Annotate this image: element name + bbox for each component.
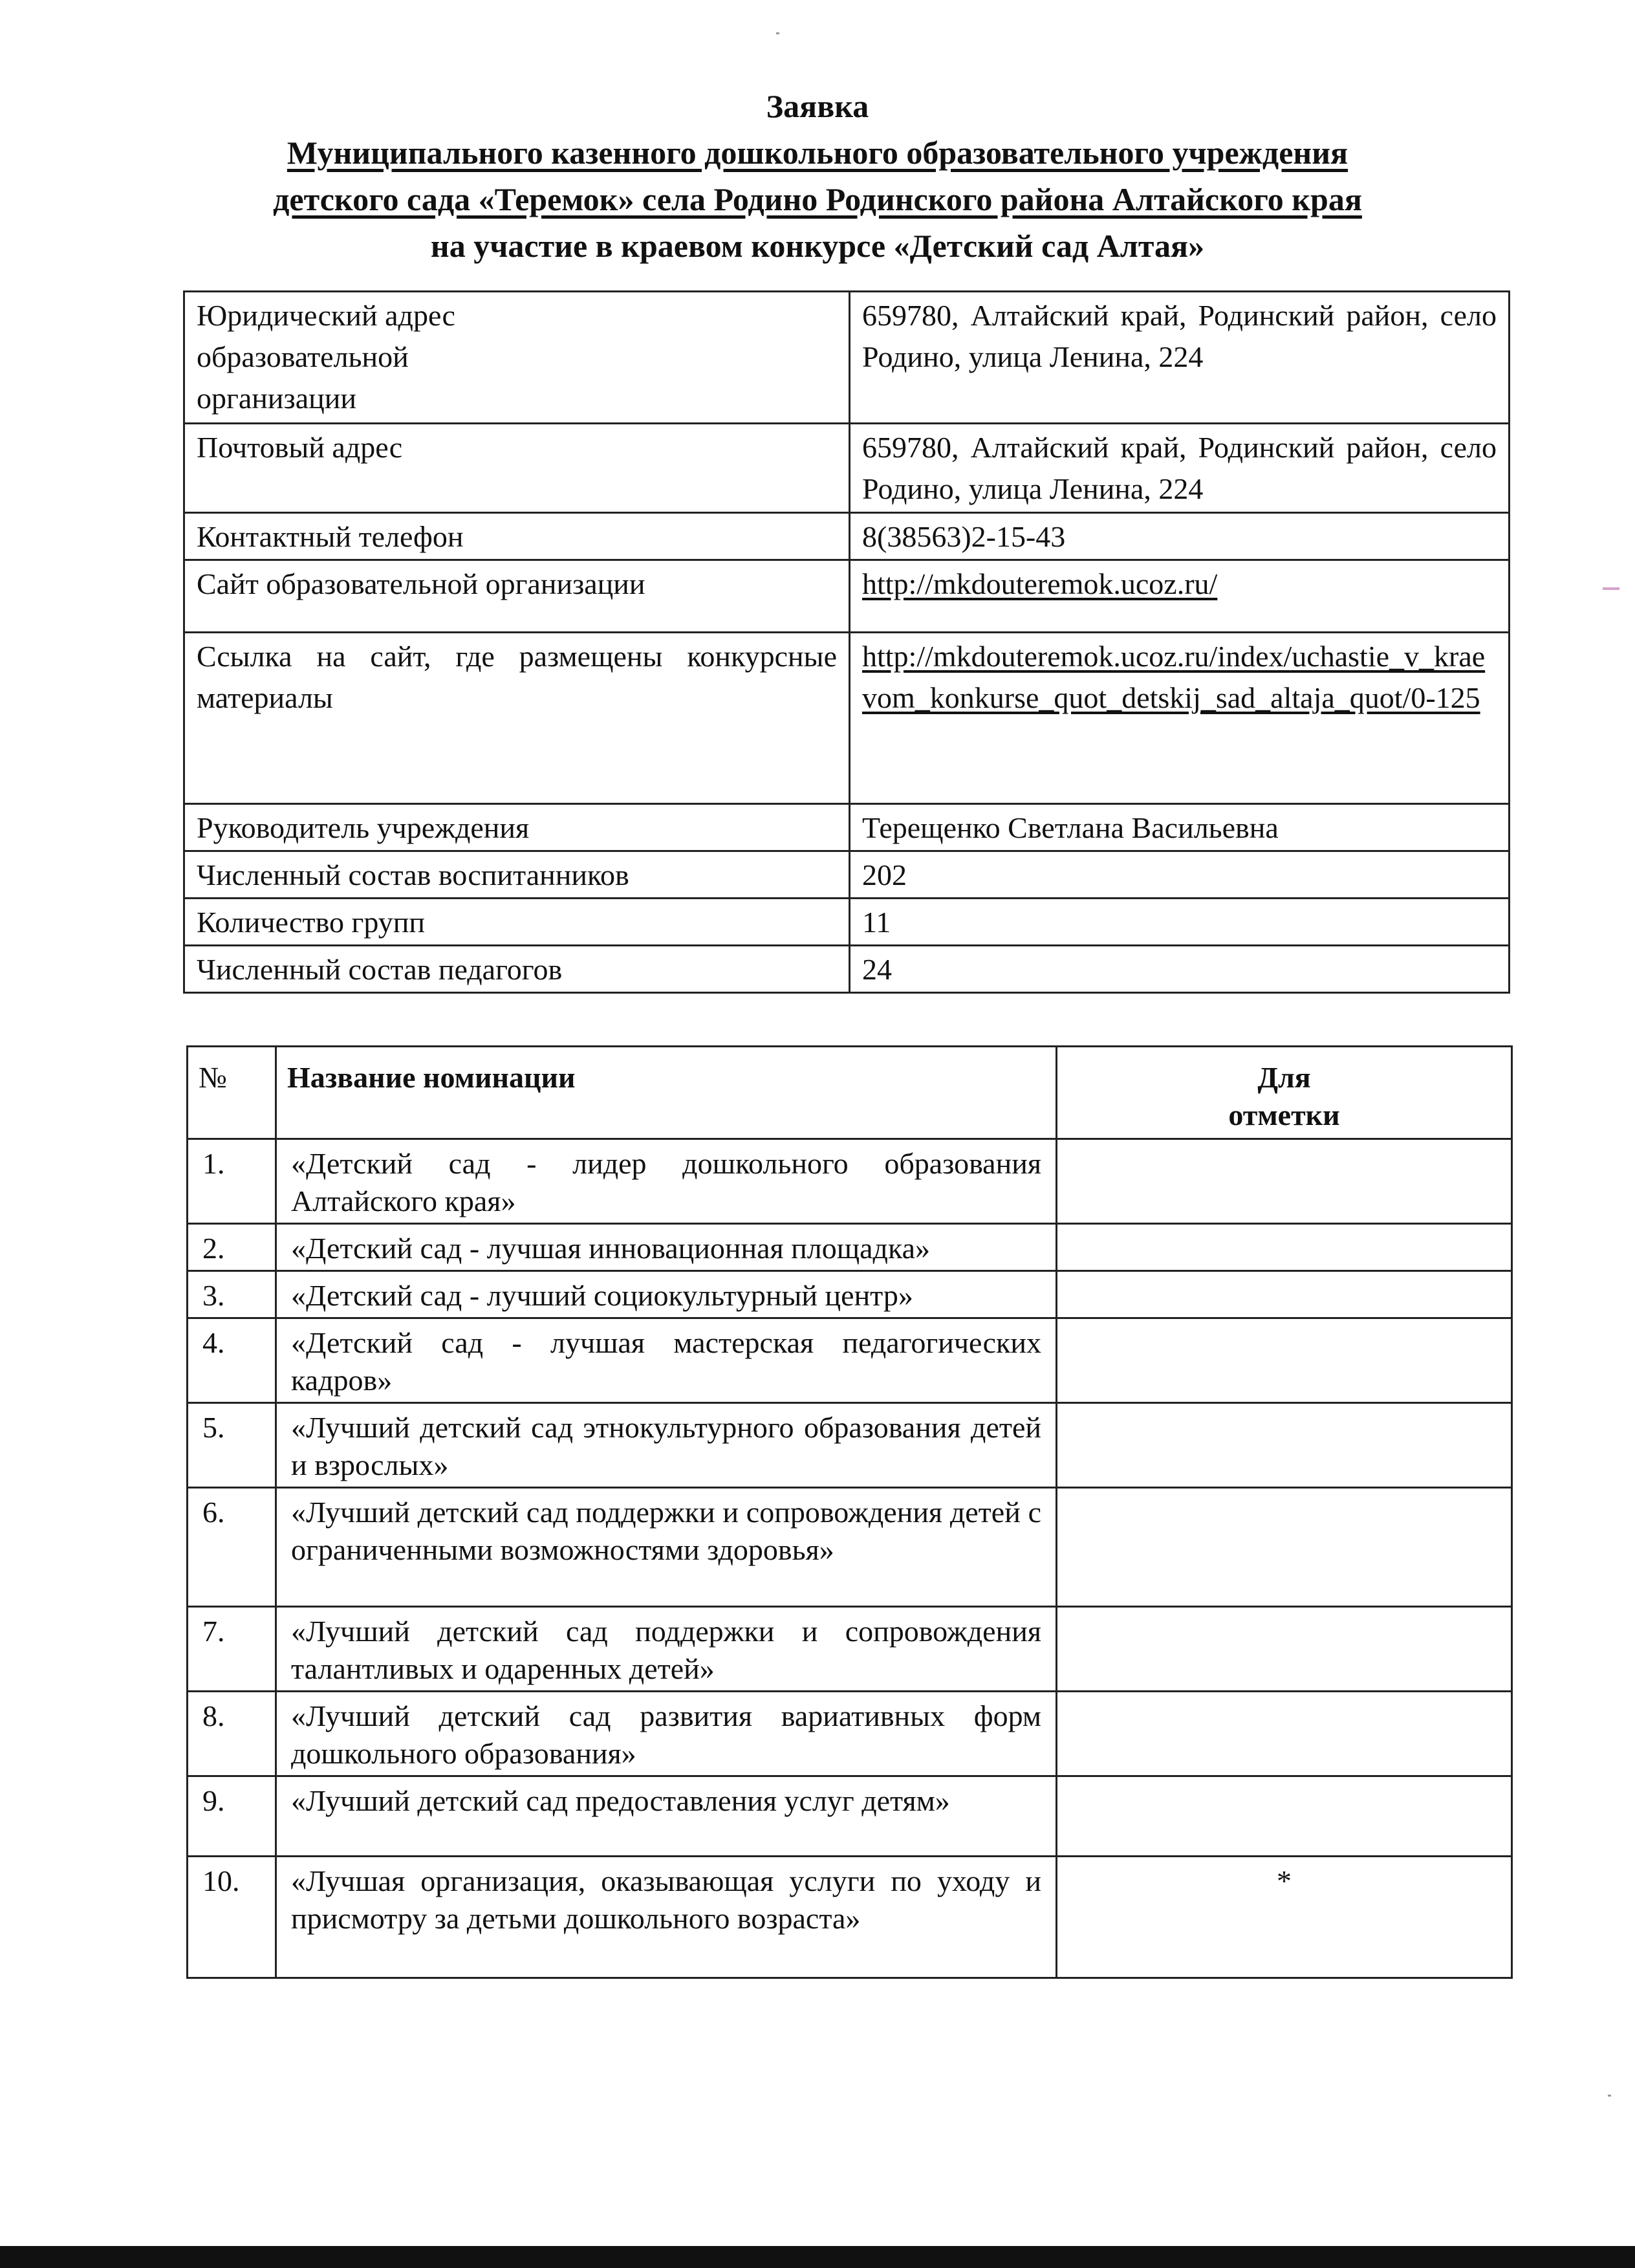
table-row — [188, 1607, 1512, 1692]
info-value: 659780, Алтайский край, Родинский район, село Родино, улица Ленина, 224 — [850, 292, 1510, 424]
scan-speck — [1608, 2095, 1611, 2097]
nomination-mark-cell[interactable]: * — [1057, 1857, 1512, 1978]
info-label: Численный состав воспитанников — [184, 851, 850, 899]
nominations-table — [186, 1045, 1513, 1979]
nomination-mark-cell[interactable] — [1057, 1607, 1512, 1692]
table-row — [184, 292, 1510, 424]
website-link[interactable]: http://mkdouteremok.ucoz.ru/ — [862, 567, 1218, 600]
table-row — [184, 899, 1510, 946]
table-row — [184, 851, 1510, 899]
table-row — [188, 1224, 1512, 1271]
nomination-name: «Детский сад - лучшая инновационная площадка» — [276, 1224, 1057, 1271]
contest-line: на участие в краевом конкурсе «Детский сад Алтая» — [430, 228, 1205, 264]
column-header-number: № — [188, 1047, 276, 1139]
table-row — [184, 513, 1510, 560]
table-row — [188, 1857, 1512, 1978]
nomination-name: «Лучшая организация, оказывающая услуги по уходу и присмотру за детьми дошкольного возраста» — [276, 1857, 1057, 1978]
nomination-mark-cell[interactable] — [1057, 1224, 1512, 1271]
nomination-mark-cell[interactable] — [1057, 1403, 1512, 1488]
table-row — [188, 1776, 1512, 1857]
table-row — [188, 1692, 1512, 1776]
info-value: 659780, Алтайский край, Родинский район, село Родино, улица Ленина, 224 — [850, 424, 1510, 513]
scan-speck — [776, 32, 779, 34]
table-row — [188, 1318, 1512, 1403]
info-value — [850, 560, 1510, 633]
table-row — [188, 1271, 1512, 1318]
scan-bottom-edge — [0, 2246, 1635, 2268]
table-row — [184, 633, 1510, 804]
nomination-number: 1. — [188, 1139, 276, 1224]
info-value — [850, 633, 1510, 804]
nomination-name: «Детский сад - лучшая мастерская педагогических кадров» — [276, 1318, 1057, 1403]
column-header-mark: Для отметки — [1057, 1047, 1512, 1139]
info-label: Контактный телефон — [184, 513, 850, 560]
nomination-number: 4. — [188, 1318, 276, 1403]
nomination-number: 3. — [188, 1271, 276, 1318]
table-row — [188, 1139, 1512, 1224]
nomination-mark-cell[interactable] — [1057, 1776, 1512, 1857]
materials-link[interactable]: http://mkdouteremok.ucoz.ru/index/uchastie_v_kraevom_konkurse_quot_detskij_sad_altaja_quot/0-125 — [862, 640, 1486, 714]
nomination-mark-cell[interactable] — [1057, 1271, 1512, 1318]
info-label: Ссылка на сайт, где размещены конкурсные материалы — [184, 633, 850, 804]
document-header — [0, 83, 1635, 269]
organization-name-line-1: Муниципального казенного дошкольного образовательного учреждения — [287, 135, 1348, 171]
organization-name-line-2: детского сада «Теремок» села Родино Родинского района Алтайского края — [273, 181, 1362, 217]
nomination-number: 9. — [188, 1776, 276, 1857]
nomination-mark-cell[interactable] — [1057, 1692, 1512, 1776]
info-value: 8(38563)2-15-43 — [850, 513, 1510, 560]
scan-speck — [1603, 587, 1619, 590]
info-value: Терещенко Светлана Васильевна — [850, 804, 1510, 851]
nomination-name: «Лучший детский сад поддержки и сопровождения детей с ограниченными возможностями здоровья» — [276, 1488, 1057, 1607]
nomination-name: «Лучший детский сад предоставления услуг детям» — [276, 1776, 1057, 1857]
column-header-name: Название номинации — [276, 1047, 1057, 1139]
info-label: Количество групп — [184, 899, 850, 946]
nomination-number: 8. — [188, 1692, 276, 1776]
table-row — [184, 560, 1510, 633]
info-value: 202 — [850, 851, 1510, 899]
table-header-row — [188, 1047, 1512, 1139]
table-row — [188, 1403, 1512, 1488]
table-row — [184, 424, 1510, 513]
nomination-number: 6. — [188, 1488, 276, 1607]
document-title: Заявка — [766, 88, 869, 124]
nomination-mark-cell[interactable] — [1057, 1318, 1512, 1403]
info-label: Численный состав педагогов — [184, 946, 850, 993]
nomination-name: «Детский сад - лидер дошкольного образования Алтайского края» — [276, 1139, 1057, 1224]
nomination-name: «Лучший детский сад развития вариативных форм дошкольного образования» — [276, 1692, 1057, 1776]
table-row — [188, 1488, 1512, 1607]
nomination-mark-cell[interactable] — [1057, 1488, 1512, 1607]
organization-info-table — [183, 290, 1510, 994]
nomination-name: «Детский сад - лучший социокультурный центр» — [276, 1271, 1057, 1318]
info-label: Юридический адрес образовательной организации — [184, 292, 850, 424]
nomination-name: «Лучший детский сад поддержки и сопровождения талантливых и одаренных детей» — [276, 1607, 1057, 1692]
info-label: Сайт образовательной организации — [184, 560, 850, 633]
nomination-name: «Лучший детский сад этнокультурного образования детей и взрослых» — [276, 1403, 1057, 1488]
nomination-number: 5. — [188, 1403, 276, 1488]
info-label: Руководитель учреждения — [184, 804, 850, 851]
info-value: 24 — [850, 946, 1510, 993]
table-row — [184, 946, 1510, 993]
nomination-mark-cell[interactable] — [1057, 1139, 1512, 1224]
nomination-number: 10. — [188, 1857, 276, 1978]
table-row — [184, 804, 1510, 851]
info-value: 11 — [850, 899, 1510, 946]
nomination-number: 2. — [188, 1224, 276, 1271]
nomination-number: 7. — [188, 1607, 276, 1692]
info-label: Почтовый адрес — [184, 424, 850, 513]
